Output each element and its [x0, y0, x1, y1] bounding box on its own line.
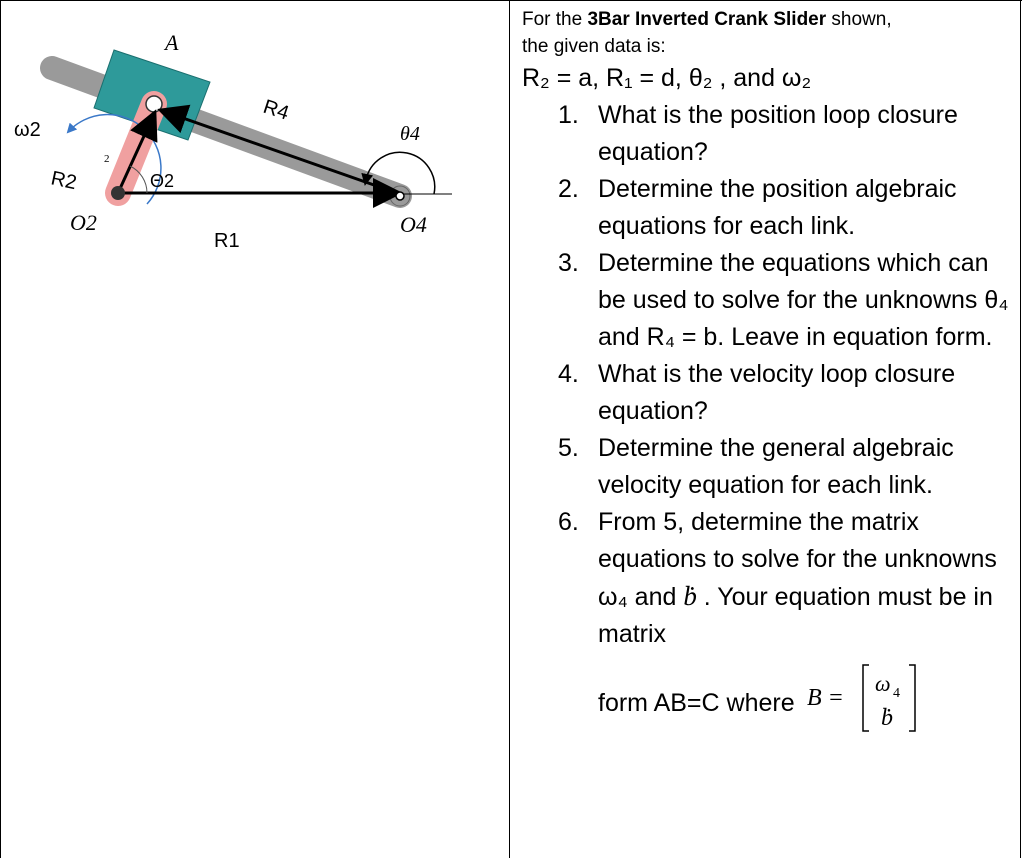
- label-link2: 2: [104, 153, 110, 165]
- question-list: [518, 97, 1018, 748]
- label-o2: O2: [70, 210, 97, 235]
- question-text: Determine the general algebraic velocity equation for each link.: [598, 434, 954, 499]
- question-item: [518, 245, 1018, 356]
- pivot-o2: [111, 186, 125, 200]
- mechanism-figure: [2, 4, 508, 254]
- question-text-continued: . Your equation must be in matrix: [598, 583, 993, 648]
- question-number: 6.: [558, 508, 579, 536]
- intro-suffix: shown,: [826, 9, 892, 30]
- b-dot-symbol: ḃ: [683, 581, 697, 611]
- label-omega2: ω2: [14, 119, 41, 141]
- problem-text: [518, 6, 1018, 748]
- label-o4: O4: [400, 212, 427, 237]
- matrix-b: [807, 659, 925, 748]
- given-data: R₂ = a, R₁ = d, θ₂ , and ω₂: [522, 64, 812, 92]
- matrix-form-line: [598, 659, 1018, 748]
- intro-bold-title: 3Bar Inverted Crank Slider: [587, 9, 827, 30]
- matrix-left-bracket: [863, 665, 869, 731]
- pin-a: [146, 96, 162, 112]
- label-a: A: [165, 30, 179, 55]
- table-divider: [509, 0, 510, 858]
- table-top-border: [0, 0, 1022, 1]
- pivot-o4: [396, 192, 404, 200]
- question-item: [518, 97, 1018, 171]
- question-text: From 5, determine the matrix equations to solve for the unknowns ω₄ and: [598, 508, 997, 611]
- vector-r4: [160, 110, 394, 192]
- matrix-bdot: ḃ: [880, 705, 893, 731]
- question-text: What is the velocity loop closure equation?: [598, 360, 956, 425]
- intro-line-2: the given data is:: [522, 36, 666, 57]
- question-item: [518, 504, 1018, 748]
- intro-prefix: For the: [522, 9, 588, 30]
- question-text: What is the position loop closure equation?: [598, 101, 958, 166]
- question-item: [518, 430, 1018, 504]
- question-number: 1.: [558, 101, 579, 129]
- matrix-omega-sub: 4: [892, 686, 900, 701]
- label-r4: R4: [260, 95, 292, 125]
- mechanism-diagram: [2, 4, 508, 254]
- label-r2: R2: [48, 167, 79, 195]
- question-item: [518, 356, 1018, 430]
- question-text: Determine the equations which can be used to solve for the unknowns θ₄ and R₄ = b. Leave in equation form.: [598, 249, 1009, 351]
- question-item: [518, 171, 1018, 245]
- label-r1: R1: [214, 230, 240, 252]
- intro-line-1: [518, 6, 1018, 33]
- matrix-b-svg: [807, 659, 925, 737]
- label-theta2: Θ2: [150, 171, 175, 191]
- matrix-lhs: B =: [806, 685, 844, 711]
- question-number: 3.: [558, 249, 579, 277]
- question-number: 5.: [558, 434, 579, 462]
- label-theta4: θ4: [400, 123, 420, 145]
- matrix-omega: ω: [874, 671, 891, 696]
- table-right-border: [1020, 0, 1021, 858]
- matrix-right-bracket: [909, 665, 915, 731]
- question-number: 4.: [558, 360, 579, 388]
- question-number: 2.: [558, 175, 579, 203]
- table-left-border: [0, 0, 1, 858]
- question-text: Determine the position algebraic equations for each link.: [598, 175, 957, 240]
- matrix-form-text: form AB=C where: [598, 689, 795, 717]
